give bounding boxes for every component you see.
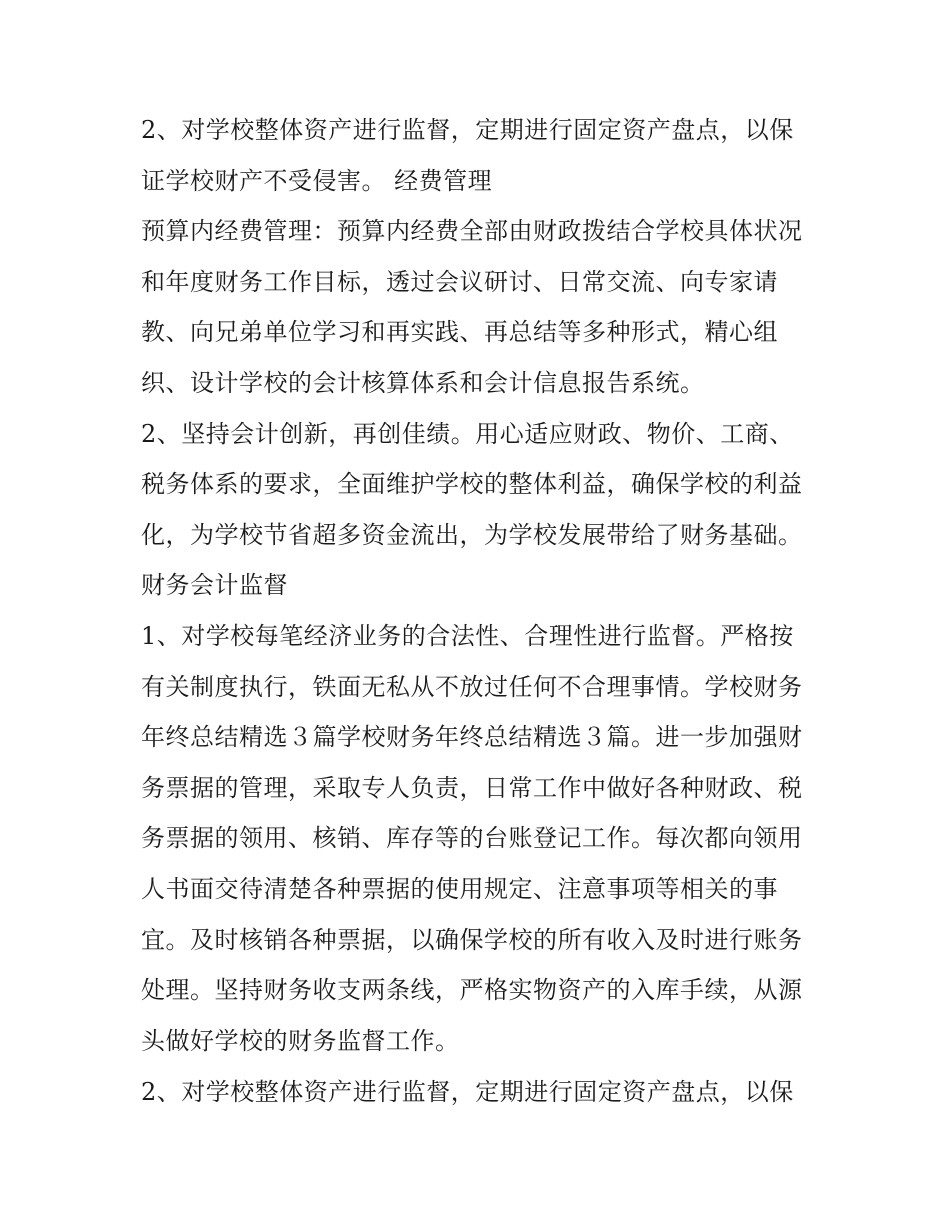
text-line: 预算内经费管理：预算内经费全部由财政拨结合学校具体状况 <box>141 217 803 245</box>
text-line: 2、坚持会计创新，再创佳绩。用心适应财政、物价、工商、 <box>141 420 794 448</box>
text-line: 税务体系的要求，全面维护学校的整体利益，确保学校的利益 <box>141 470 803 498</box>
text-line: 人书面交待清楚各种票据的使用规定、注意事项等相关的事 <box>141 875 778 903</box>
text-line: 处理。坚持财务收支两条线，严格实物资产的入库手续，从源 <box>141 976 803 1004</box>
text-line: 务票据的管理，采取专人负责，日常工作中做好各种财政、税 <box>141 774 803 802</box>
text-line: 务票据的领用、核销、库存等的台账登记工作。每次都向领用 <box>141 824 803 852</box>
text-line: 头做好学校的财务监督工作。 <box>141 1027 460 1055</box>
text-line: 织、设计学校的会计核算体系和会计信息报告系统。 <box>141 369 705 397</box>
text-line: 有关制度执行，铁面无私从不放过任何不合理事情。学校财务 <box>141 673 803 701</box>
text-line: 宜。及时核销各种票据，以确保学校的所有收入及时进行账务 <box>141 926 803 954</box>
text-line: 证学校财产不受侵害。 经费管理 <box>141 167 493 195</box>
text-line: 2、对学校整体资产进行监督，定期进行固定资产盘点，以保 <box>141 1078 794 1106</box>
text-line: 和年度财务工作目标，透过会议研讨、日常交流、向专家请 <box>141 268 778 296</box>
text-line: 年终总结精选３篇学校财务年终总结精选３篇。进一步加强财 <box>141 723 803 751</box>
text-line: 教、向兄弟单位学习和再实践、再总结等多种形式，精心组 <box>141 318 778 346</box>
section-heading: 财务会计监督 <box>141 571 288 599</box>
text-line: 2、对学校整体资产进行监督，定期进行固定资产盘点，以保 <box>141 116 794 144</box>
text-line: 化，为学校节省超多资金流出，为学校发展带给了财务基础。 <box>141 521 803 549</box>
text-line: 1、对学校每笔经济业务的合法性、合理性进行监督。严格按 <box>141 622 794 650</box>
